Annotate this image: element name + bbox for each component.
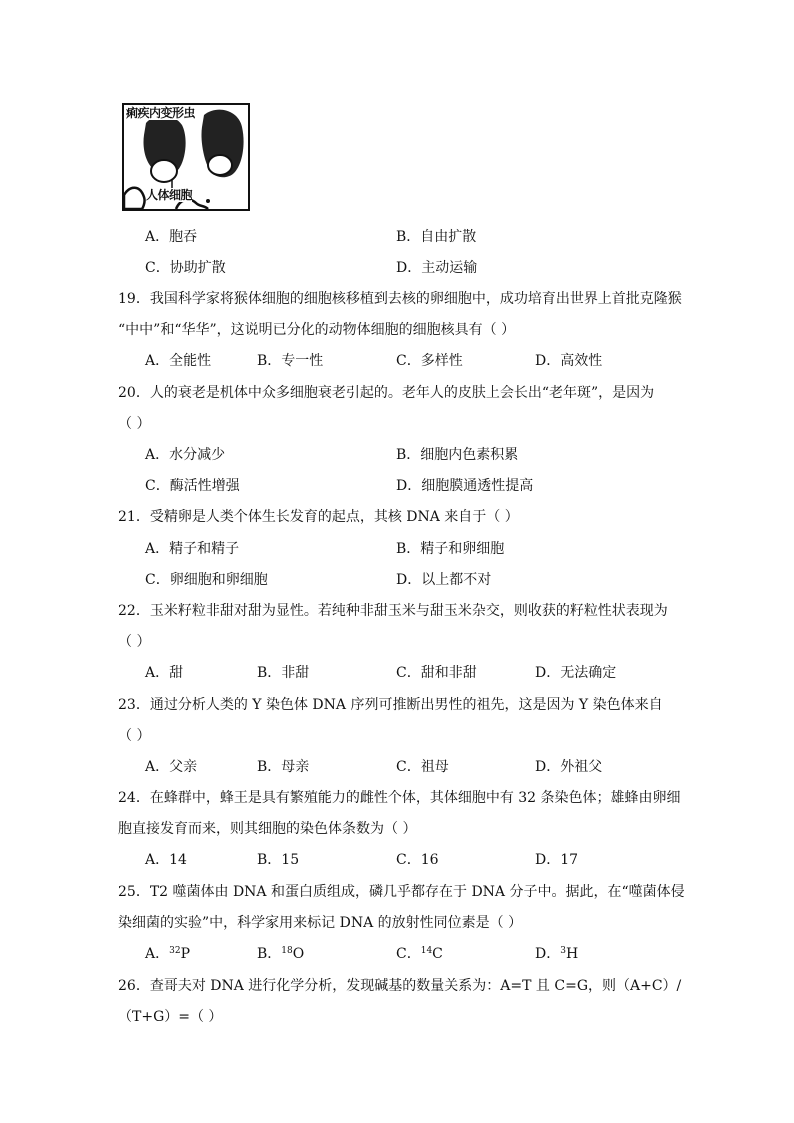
q21-stem-line1: 21．受精卵是人类个体生长发育的起点，其核 DNA 来自于（ ）	[118, 509, 519, 525]
q25-option-d[interactable]	[535, 944, 578, 964]
q19-option-d[interactable]: D．高效性	[535, 353, 603, 369]
q25-option-a-mass: 32	[169, 946, 181, 956]
q25-option-c-prefix: C．	[396, 946, 421, 962]
q18-option-a[interactable]: A．胞吞	[145, 229, 198, 245]
q21-option-d[interactable]: D．以上都不对	[396, 572, 492, 588]
q21-option-a[interactable]: A．精子和精子	[145, 541, 240, 557]
figure-label-amoeba: 痢疾内变形虫	[126, 106, 196, 120]
q24-option-d[interactable]: D．17	[535, 852, 579, 868]
q23-option-b[interactable]: B．母亲	[257, 759, 310, 775]
q23-option-a[interactable]: A．父亲	[145, 759, 198, 775]
q19-option-a[interactable]: A．全能性	[145, 353, 212, 369]
q25-option-d-prefix: D．	[535, 946, 561, 962]
q20-option-d[interactable]: D．细胞膜通透性提高	[396, 478, 534, 494]
q23-stem-line2: （ ）	[118, 728, 151, 744]
q25-option-c[interactable]	[396, 944, 443, 964]
q21-option-b[interactable]: B．精子和卵细胞	[396, 541, 505, 557]
q24-option-c[interactable]: C．16	[396, 852, 439, 868]
q22-stem-line1: 22．玉米籽粒非甜对甜为显性。若纯种非甜玉米与甜玉米杂交，则收获的籽粒性状表现为	[118, 603, 668, 619]
q25-option-d-symbol: H	[565, 946, 579, 962]
amoeba-figure	[122, 103, 250, 211]
q24-option-b[interactable]: B．15	[257, 852, 300, 868]
q25-option-b-mass: 18	[281, 946, 293, 956]
q25-option-a[interactable]	[145, 944, 190, 964]
q22-option-c[interactable]: C．甜和非甜	[396, 665, 477, 681]
q23-option-d[interactable]: D．外祖父	[535, 759, 603, 775]
q22-stem-line2: （ ）	[118, 634, 151, 650]
q22-option-d[interactable]: D．无法确定	[535, 665, 617, 681]
q18-option-d[interactable]: D．主动运输	[396, 260, 478, 276]
q26-stem-line1: 26．查哥夫对 DNA 进行化学分析，发现碱基的数量关系为：A=T 且 C=G，则（A+C）/	[118, 978, 682, 994]
q25-option-d-mass: 3	[560, 946, 566, 956]
q25-option-c-symbol: C	[432, 946, 443, 962]
q19-stem-line2: “中中”和“华华”，这说明已分化的动物体细胞的细胞核具有（ ）	[118, 322, 516, 338]
q23-option-c[interactable]: C．祖母	[396, 759, 449, 775]
q18-option-c[interactable]: C．协助扩散	[145, 260, 226, 276]
q18-option-b[interactable]: B．自由扩散	[396, 229, 477, 245]
q21-option-c[interactable]: C．卵细胞和卵细胞	[145, 572, 268, 588]
q22-option-a[interactable]: A．甜	[145, 665, 184, 681]
q25-stem-line2: 染细菌的实验”中，科学家用来标记 DNA 的放射性同位素是（ ）	[118, 915, 523, 931]
q25-option-b-symbol: O	[292, 946, 305, 962]
q19-option-b[interactable]: B．专一性	[257, 353, 324, 369]
q25-option-a-prefix: A．	[145, 946, 170, 962]
figure-label-human-cell: 人体细胞	[146, 188, 193, 202]
q22-option-b[interactable]: B．非甜	[257, 665, 310, 681]
q25-option-b[interactable]	[257, 944, 304, 964]
q20-stem-line2: （ ）	[118, 416, 151, 432]
q25-option-a-symbol: P	[180, 946, 190, 962]
q26-stem-line2: （T+G）=（ ）	[118, 1009, 223, 1025]
q24-stem-line1: 24．在蜂群中，蜂王是具有繁殖能力的雌性个体，其体细胞中有 32 条染色体；雄蜂由卵细	[118, 790, 681, 806]
q19-stem-line1: 19．我国科学家将猴体细胞的细胞核移植到去核的卵细胞中，成功培育出世界上首批克隆猴	[118, 291, 682, 307]
left-human-cell	[151, 160, 177, 182]
q25-stem-line1: 25．T2 噬菌体由 DNA 和蛋白质组成，磷几乎都存在于 DNA 分子中。据此，在“噬菌体侵	[118, 884, 685, 900]
q20-option-b[interactable]: B．细胞内色素积累	[396, 447, 519, 463]
right-human-cell	[208, 155, 232, 175]
q24-option-a[interactable]: A．14	[145, 852, 187, 868]
q20-stem-line1: 20．人的衰老是机体中众多细胞衰老引起的。老年人的皮肤上会长出“老年斑”，是因为	[118, 385, 655, 401]
q25-option-c-mass: 14	[420, 946, 433, 956]
q20-option-c[interactable]: C．酶活性增强	[145, 478, 240, 494]
q24-stem-line2: 胞直接发育而来，则其细胞的染色体条数为（ ）	[118, 821, 417, 837]
q25-option-b-prefix: B．	[257, 946, 282, 962]
q20-option-a[interactable]: A．水分减少	[145, 447, 226, 463]
q19-option-c[interactable]: C．多样性	[396, 353, 463, 369]
q23-stem-line1: 23．通过分析人类的 Y 染色体 DNA 序列可推断出男性的祖先，这是因为 Y 染色体来自	[118, 697, 663, 713]
tissue-left	[124, 188, 145, 209]
